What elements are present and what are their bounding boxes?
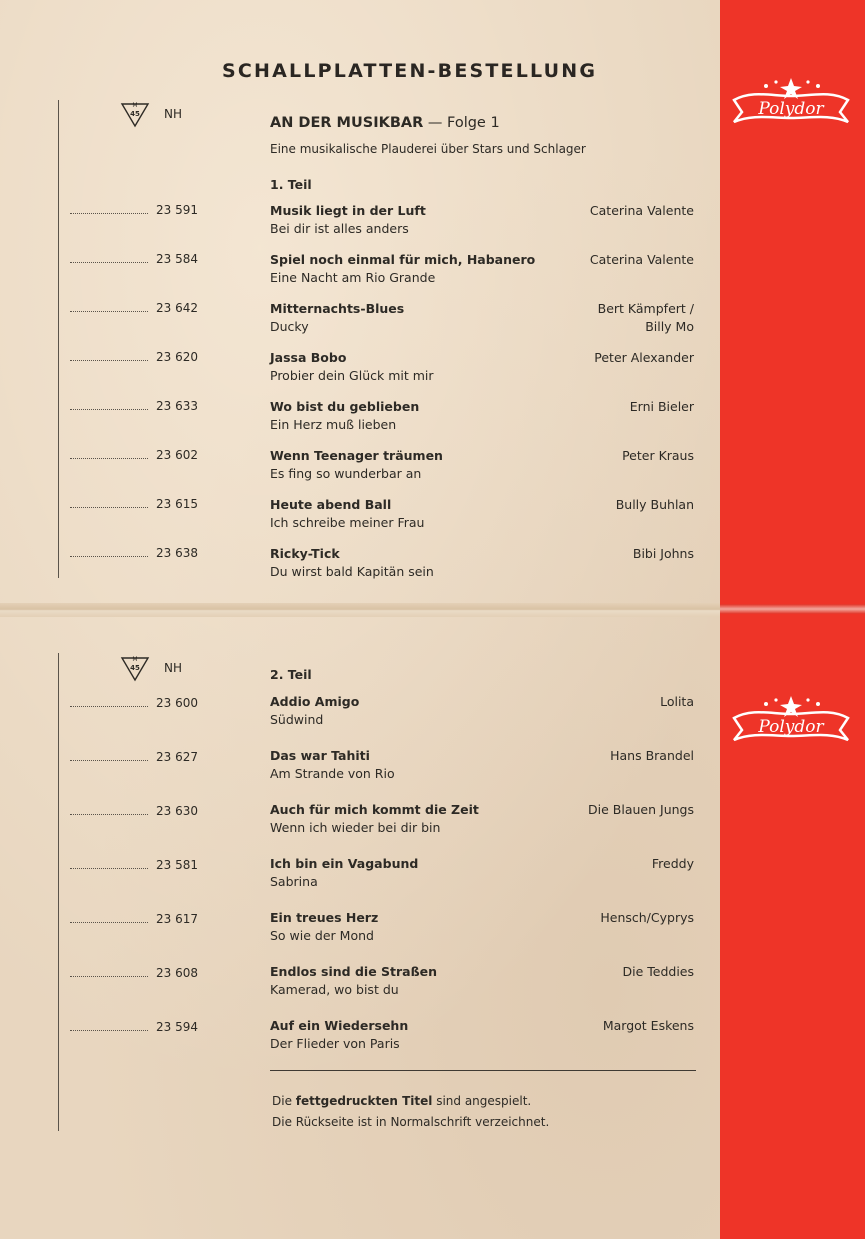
artist-name: Erni Bieler [629,399,694,414]
song-b-side: Ich schreibe meiner Frau [270,515,425,530]
song-b-side: Der Flieder von Paris [270,1036,400,1051]
polydor-logo-top [732,76,850,124]
order-field[interactable] [70,1020,198,1034]
order-field[interactable] [70,350,198,364]
order-quantity-line[interactable] [70,499,148,508]
song-b-side: So wie der Mond [270,928,374,943]
order-field[interactable] [70,399,198,413]
artist-name: Bully Buhlan [615,497,694,512]
song-title: Ich bin ein Vagabund [270,856,419,871]
song-b-side: Wenn ich wieder bei dir bin [270,820,441,835]
artist-name: Bert Kämpfert / [597,301,694,316]
order-quantity-line[interactable] [70,303,148,312]
song-title: Ein treues Herz [270,910,379,925]
footer-rule [270,1070,696,1071]
song-b-side: Du wirst bald Kapitän sein [270,564,434,579]
song-title: Mitternachts-Blues [270,301,405,316]
order-field[interactable] [70,203,198,217]
song-b-side: Bei dir ist alles anders [270,221,409,236]
order-quantity-line[interactable] [70,548,148,557]
order-field[interactable] [70,301,198,315]
artist-name: Margot Eskens [602,1018,694,1033]
program-subtitle: Eine musikalische Plauderei über Stars und Schlager [270,142,586,156]
svg-text:M: M [132,656,138,663]
artist-name: Die Teddies [622,964,694,979]
m45-triangle-icon [120,100,150,128]
logo-text: Polydor [758,717,824,737]
song-title: Heute abend Ball [270,497,392,512]
column-header-part1 [120,100,182,128]
song-b-side: Kamerad, wo bist du [270,982,399,997]
footer-note-1: Die fettgedruckten Titel sind angespielt. [272,1094,532,1108]
song-title: Jassa Bobo [270,350,347,365]
order-field[interactable] [70,912,198,926]
artist-name: Peter Kraus [622,448,694,463]
record-number: 23 633 [156,399,198,413]
record-number: 23 630 [156,804,198,818]
margin-line-top [58,100,59,578]
order-field[interactable] [70,804,198,818]
footer-note-2: Die Rückseite ist in Normalschrift verzeichnet. [272,1115,550,1129]
logo-text: Polydor [758,99,824,119]
artist-name: Hensch/Cyprys [600,910,694,925]
order-field[interactable] [70,448,198,462]
order-quantity-line[interactable] [70,254,148,263]
program-title-main: AN DER MUSIKBAR [270,115,424,131]
record-number: 23 600 [156,696,198,710]
order-quantity-line[interactable] [70,860,148,869]
svg-text:45: 45 [130,664,140,672]
polydor-logo-bottom [732,694,850,742]
record-number: 23 591 [156,203,198,217]
column-header-part2 [120,654,182,682]
order-quantity-line[interactable] [70,752,148,761]
record-number: 23 594 [156,1020,198,1034]
record-number: 23 620 [156,350,198,364]
order-quantity-line[interactable] [70,968,148,977]
svg-text:45: 45 [130,110,140,118]
artist-name: Die Blauen Jungs [588,802,694,817]
record-number: 23 617 [156,912,198,926]
record-number: 23 627 [156,750,198,764]
artist-name-second-line: Billy Mo [645,319,694,334]
order-quantity-line[interactable] [70,914,148,923]
song-b-side: Ein Herz muß lieben [270,417,397,432]
order-field[interactable] [70,858,198,872]
order-quantity-line[interactable] [70,450,148,459]
song-title: Wenn Teenager träumen [270,448,443,463]
song-b-side: Eine Nacht am Rio Grande [270,270,436,285]
record-number: 23 602 [156,448,198,462]
artist-name: Hans Brandel [610,748,694,763]
song-title: Addio Amigo [270,694,360,709]
record-number: 23 615 [156,497,198,511]
order-quantity-line[interactable] [70,352,148,361]
artist-name: Bibi Johns [632,546,694,561]
m45-triangle-icon [120,654,150,682]
record-number: 23 608 [156,966,198,980]
margin-line-bottom [58,653,59,1131]
song-title: Endlos sind die Straßen [270,964,437,979]
song-title: Musik liegt in der Luft [270,203,426,218]
song-title: Wo bist du geblieben [270,399,420,414]
song-title: Das war Tahiti [270,748,370,763]
order-field[interactable] [70,497,198,511]
nh-label: NH [164,107,182,121]
artist-name: Peter Alexander [594,350,694,365]
order-field[interactable] [70,750,198,764]
song-b-side: Ducky [270,319,309,334]
record-number: 23 642 [156,301,198,315]
order-field[interactable] [70,696,198,710]
section-label-part2: 2. Teil [270,667,312,682]
record-number: 23 638 [156,546,198,560]
nh-label: NH [164,661,182,675]
page-heading: SCHALLPLATTEN-BESTELLUNG [222,60,598,82]
song-title: Auch für mich kommt die Zeit [270,802,479,817]
program-title-suffix: — Folge 1 [423,115,500,131]
song-b-side: Sabrina [270,874,318,889]
song-title: Auf ein Wiedersehn [270,1018,409,1033]
order-quantity-line[interactable] [70,205,148,214]
order-quantity-line[interactable] [70,698,148,707]
artist-name: Caterina Valente [589,252,694,267]
song-b-side: Es fing so wunderbar an [270,466,422,481]
song-title: Ricky-Tick [270,546,340,561]
order-field[interactable] [70,966,198,980]
song-b-side: Probier dein Glück mit mir [270,368,434,383]
song-b-side: Am Strande von Rio [270,766,395,781]
order-field[interactable] [70,252,198,266]
song-b-side: Südwind [270,712,324,727]
order-quantity-line[interactable] [70,806,148,815]
svg-text:M: M [132,102,138,109]
order-field[interactable] [70,546,198,560]
program-title [270,115,500,131]
record-number: 23 581 [156,858,198,872]
order-quantity-line[interactable] [70,401,148,410]
order-quantity-line[interactable] [70,1022,148,1031]
artist-name: Freddy [651,856,694,871]
song-title: Spiel noch einmal für mich, Habanero [270,252,536,267]
section-label-part1: 1. Teil [270,177,312,192]
artist-name: Lolita [660,694,694,709]
artist-name: Caterina Valente [589,203,694,218]
record-number: 23 584 [156,252,198,266]
red-side-strip [720,0,865,1239]
